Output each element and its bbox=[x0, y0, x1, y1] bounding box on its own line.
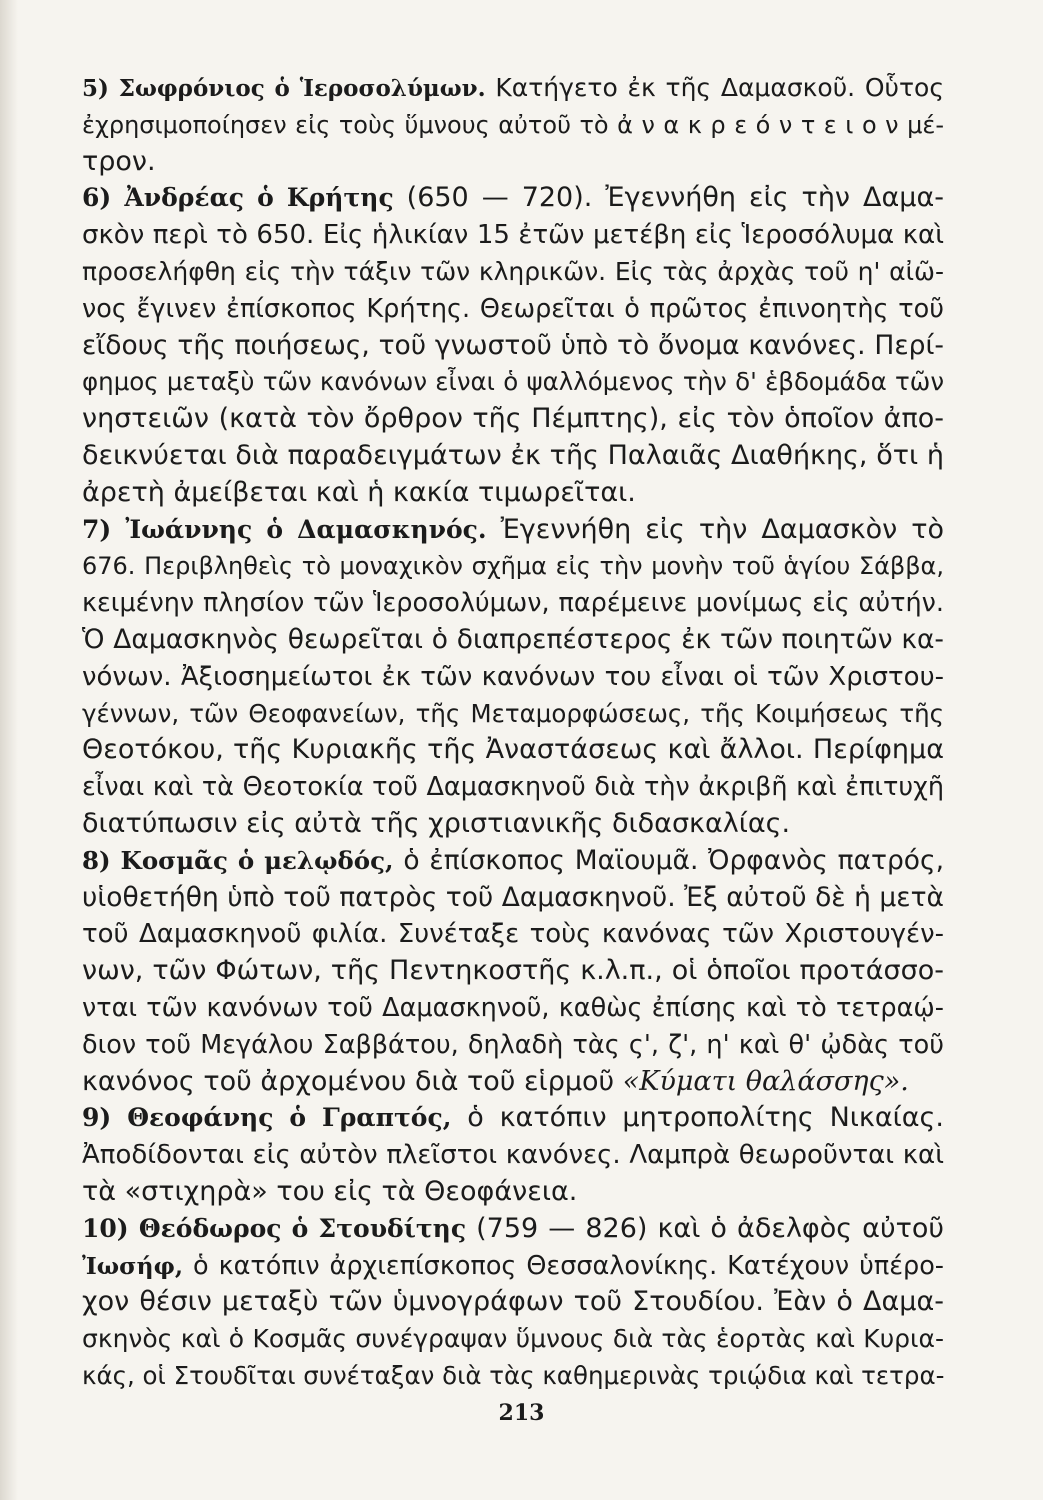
text-line bbox=[82, 107, 944, 144]
line-text: ὁ κατόπιν ἀρχιεπίσκοπος Θεσσαλονίκης. Κατέχουν ὑπέρο- bbox=[183, 1250, 944, 1281]
text-line bbox=[82, 880, 944, 917]
line-text: ὁ κατόπιν μητροπολίτης Νικαίας. bbox=[451, 1102, 944, 1134]
text-line bbox=[82, 990, 944, 1027]
text-line bbox=[82, 144, 944, 181]
section-heading: Ἰωσήφ, bbox=[82, 1251, 184, 1280]
quoted-title: «Κύματι θαλάσσης». bbox=[622, 1065, 909, 1097]
line-text: διον τοῦ Μεγάλου Σαββάτου, δηλαδὴ τὰς ς', ζ', η' καὶ θ' ᾠδὰς τοῦ bbox=[82, 1029, 944, 1060]
text-line bbox=[82, 1174, 944, 1211]
line-text: νται τῶν κανόνων τοῦ Δαμασκηνοῦ, καθὼς ἐπίσης καὶ τὸ τετραῴ- bbox=[82, 992, 944, 1023]
text-line bbox=[82, 585, 944, 622]
page-number: 213 bbox=[498, 1400, 545, 1426]
line-text: σκηνὸς καὶ ὁ Κοσμᾶς συνέγραψαν ὕμνους διὰ τὰς ἑορτὰς καὶ Κυρια- bbox=[82, 1324, 944, 1354]
line-text: (650 — 720). Ἐγεννήθη εἰς τὴν Δαμα- bbox=[393, 182, 944, 214]
text-line bbox=[82, 806, 944, 843]
text-line bbox=[82, 1284, 944, 1321]
line-text: 676. Περιβληθεὶς τὸ μοναχικὸν σχῆμα εἰς τὴν μονὴν τοῦ ἁγίου Σάββα, bbox=[82, 552, 944, 581]
line-text: κάς, οἱ Στουδῖται συνέταξαν διὰ τὰς καθημερινὰς τριῴδια καὶ τετρα- bbox=[82, 1360, 945, 1390]
text-line bbox=[82, 1064, 944, 1101]
text-line bbox=[82, 70, 944, 107]
text-line bbox=[82, 512, 944, 549]
line-text: ὁ ἐπίσκοπος Μαϊουμᾶ. Ὀρφανὸς πατρός, bbox=[393, 844, 944, 876]
text-line bbox=[82, 401, 944, 438]
line-text: υἱοθετήθη ὑπὸ τοῦ πατρὸς τοῦ Δαμασκηνοῦ. Ἐξ αὐτοῦ δὲ ἡ μετὰ bbox=[82, 881, 944, 913]
line-text: νόνων. Ἀξιοσημείωτοι ἐκ τῶν κανόνων του εἶναι οἱ τῶν Χριστου- bbox=[82, 661, 944, 692]
text-line bbox=[82, 1321, 944, 1358]
line-text: νων, τῶν Φώτων, τῆς Πεντηκοστῆς κ.λ.π., οἱ ὁποῖοι προτάσσο- bbox=[82, 955, 944, 987]
text-line bbox=[82, 180, 944, 217]
line-text: Ἀποδίδονται εἰς αὐτὸν πλεῖστοι κανόνες. Λαμπρὰ θεωροῦνται καὶ bbox=[82, 1140, 944, 1171]
line-text: φημος μεταξὺ τῶν κανόνων εἶναι ὁ ψαλλόμενος τὴν δ' ἑβδομάδα τῶν bbox=[82, 367, 944, 397]
text-line bbox=[82, 438, 944, 475]
text-line bbox=[82, 254, 944, 291]
text-line bbox=[82, 217, 944, 254]
binding-gutter bbox=[0, 0, 18, 1500]
line-text: σκὸν περὶ τὸ 650. Εἰς ἡλικίαν 15 ἐτῶν μετέβη εἰς Ἱεροσόλυμα καὶ bbox=[82, 220, 944, 251]
text-line bbox=[82, 1137, 944, 1174]
text-line bbox=[82, 696, 944, 733]
section-heading: 7) Ἰωάννης ὁ Δαμασκηνός. bbox=[82, 514, 487, 544]
line-text: νος ἔγινεν ἐπίσκοπος Κρήτης. Θεωρεῖται ὁ πρῶτος ἐπινοητὴς τοῦ bbox=[82, 293, 944, 324]
text-line bbox=[82, 1027, 944, 1064]
text-line bbox=[82, 548, 944, 585]
line-text: χον θέσιν μεταξὺ τῶν ὑμνογράφων τοῦ Στουδίου. Ἐὰν ὁ Δαμα- bbox=[82, 1286, 944, 1318]
line-text: Ὁ Δαμασκηνὸς θεωρεῖται ὁ διαπρεπέστερος ἐκ τῶν ποιητῶν κα- bbox=[82, 623, 944, 655]
line-text: εἶναι καὶ τὰ Θεοτοκία τοῦ Δαμασκηνοῦ διὰ τὴν ἀκριβῆ καὶ ἐπιτυχῆ bbox=[82, 772, 944, 803]
text-line bbox=[82, 291, 944, 328]
text-line bbox=[82, 1211, 944, 1248]
body-text bbox=[82, 70, 944, 1395]
text-line bbox=[82, 328, 944, 365]
text-line bbox=[82, 1100, 944, 1137]
line-text: νηστειῶν (κατὰ τὸν ὄρθρον τῆς Πέμπτης), εἰς τὸν ὁποῖον ἀπο- bbox=[82, 403, 944, 435]
line-text: ἐχρησιμοποίησεν εἰς τοὺς ὕμνους αὐτοῦ τὸ ἀ ν α κ ρ ε ό ν τ ε ι ο ν μέ- bbox=[82, 110, 944, 139]
line-text: Ἐγεννήθη εἰς τὴν Δαμασκὸν τὸ bbox=[486, 513, 944, 545]
text-line bbox=[82, 843, 944, 880]
text-line bbox=[82, 1358, 944, 1395]
text-line bbox=[82, 732, 944, 769]
section-heading: 8) Κοσμᾶς ὁ μελῳδός, bbox=[82, 845, 394, 875]
line-text: εἴδους τῆς ποιήσεως, τοῦ γνωστοῦ ὑπὸ τὸ ὄνομα κανόνες. Περί- bbox=[82, 329, 944, 361]
line-text: Κατήγετο ἐκ τῆς Δαμασκοῦ. Οὗτος bbox=[485, 73, 945, 102]
line-text: γέννων, τῶν Θεοφανείων, τῆς Μεταμορφώσεως, τῆς Κοιμήσεως τῆς bbox=[82, 698, 944, 728]
line-text: δεικνύεται διὰ παραδειγμάτων ἐκ τῆς Παλαιᾶς Διαθήκης, ὅτι ἡ bbox=[82, 439, 944, 471]
line-text: τοῦ Δαμασκηνοῦ φιλία. Συνέταξε τοὺς κανόνας τῶν Χριστουγέν- bbox=[82, 919, 944, 950]
line-text: κανόνος τοῦ ἀρχομένου διὰ τοῦ εἱρμοῦ bbox=[82, 1065, 623, 1097]
text-line bbox=[82, 1248, 944, 1285]
line-text: τρον. bbox=[82, 145, 156, 177]
line-text: προσελήφθη εἰς τὴν τάξιν τῶν κληρικῶν. Εἰς τὰς ἀρχὰς τοῦ η' αἰῶ- bbox=[82, 256, 944, 286]
text-line bbox=[82, 916, 944, 953]
text-line bbox=[82, 769, 944, 806]
text-line bbox=[82, 475, 944, 512]
line-text: τὰ «στιχηρὰ» του εἰς τὰ Θεοφάνεια. bbox=[82, 1175, 578, 1207]
section-heading: 10) Θεόδωρος ὁ Στουδίτης bbox=[82, 1213, 467, 1243]
line-text: Θεοτόκου, τῆς Κυριακῆς τῆς Ἀναστάσεως καὶ ἄλλοι. Περίφημα bbox=[82, 734, 944, 766]
text-line bbox=[82, 659, 944, 696]
line-text: κειμένην πλησίον τῶν Ἱεροσολύμων, παρέμεινε μονίμως εἰς αὐτήν. bbox=[82, 588, 944, 619]
text-line bbox=[82, 622, 944, 659]
line-text: διατύπωσιν εἰς αὐτὰ τῆς χριστιανικῆς διδασκαλίας. bbox=[82, 807, 791, 839]
line-text: (759 — 826) καὶ ὁ ἀδελφὸς αὐτοῦ bbox=[466, 1212, 944, 1244]
line-text: ἀρετὴ ἀμείβεται καὶ ἡ κακία τιμωρεῖται. bbox=[82, 476, 636, 508]
section-heading: 9) Θεοφάνης ὁ Γραπτός, bbox=[82, 1103, 452, 1133]
text-line bbox=[82, 364, 944, 401]
section-heading: 6) Ἀνδρέας ὁ Κρήτης bbox=[82, 183, 394, 213]
text-line bbox=[82, 953, 944, 990]
section-heading: 5) Σωφρόνιος ὁ Ἱεροσολύμων. bbox=[82, 75, 486, 102]
